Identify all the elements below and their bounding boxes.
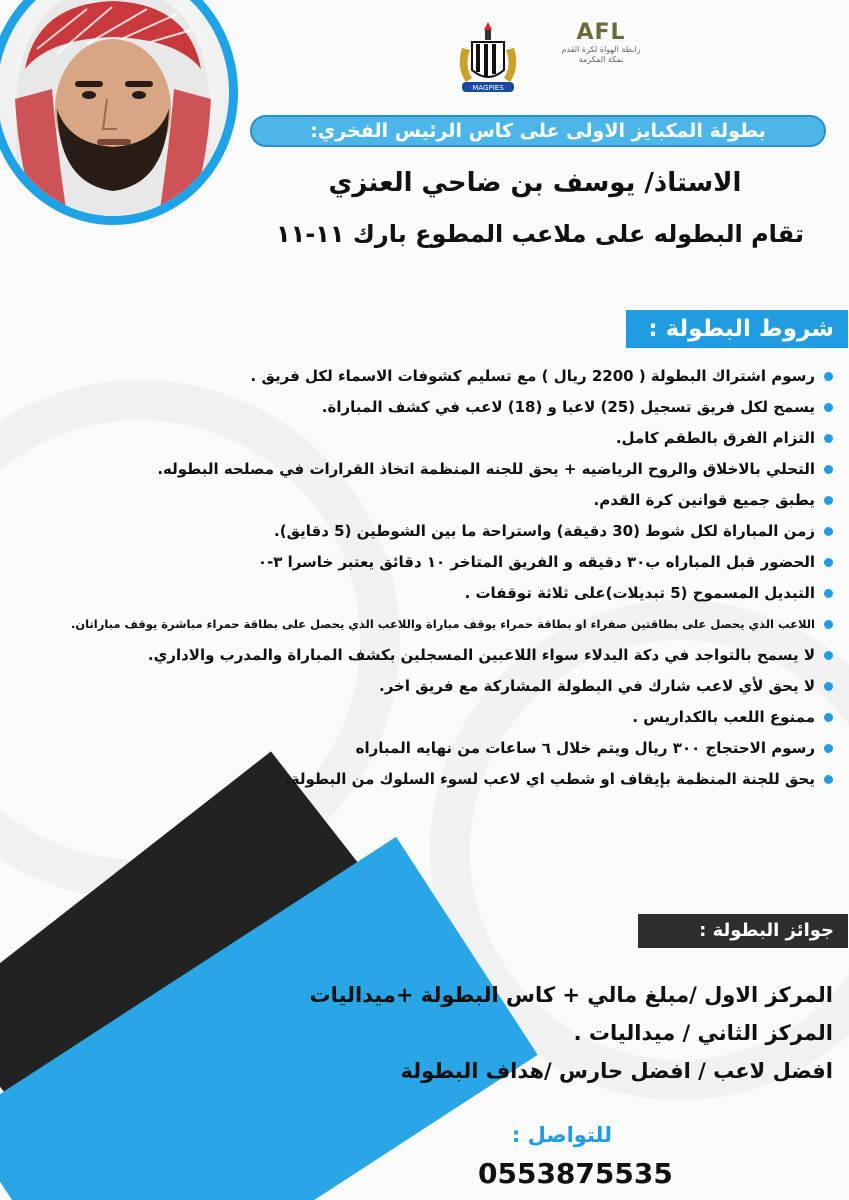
terms-list [17,366,837,800]
bullet-icon [824,434,833,443]
bullet-icon [824,496,833,505]
contact-label: للتواصل : [511,1123,612,1147]
list-item: اللاعب الذي يحصل على بطاقتين صفراء او بطاقة حمراء يوقف مباراة واللاعب الذي يحصل على بطاقة حمراء مباشرة يوقف مباراتان. [17,614,837,634]
list-item: يطبق جميع قوانين كرة القدم. [17,490,837,510]
bullet-icon [824,589,833,598]
portrait-photo [0,0,229,216]
bullet-icon [824,775,833,784]
list-item: لا يسمح بالتواجد في دكة البدلاء سواء اللاعبين المسجلين بكشف المباراة والمدرب والاداري. [17,645,837,665]
list-item: رسوم اشتراك البطولة ( 2200 ريال ) مع تسليم كشوفات الاسماء لكل فريق . [17,366,837,386]
list-item: التحلي بالاخلاق والروح الرياضيه + يحق للجنه المنظمة اتخاذ القرارات في مصلحه البطوله. [17,459,837,479]
tournament-title: بطولة المكبايز الاولى على كاس الرئيس الفخري: [250,115,826,147]
newcastle-logo [452,18,524,100]
bullet-icon [824,527,833,536]
list-item: التزام الفرق بالطقم كامل. [17,428,837,448]
bullet-icon [824,403,833,412]
honorary-president-name: الاستاذ/ يوسف بن ضاحي العنزي [328,168,742,198]
bullet-icon [824,744,833,753]
list-item: يحق للجنة المنظمة بإيقاف او شطب اي لاعب لسوء السلوك من البطولة. [17,769,837,789]
list-item: لا يحق لأي لاعب شارك في البطولة المشاركة مع فريق اخر. [17,676,837,696]
terms-heading: شروط البطولة : [626,310,848,348]
bullet-icon [824,558,833,567]
list-item: رسوم الاحتجاج ٣٠٠ ريال ويتم خلال ٦ ساعات من نهايه المباراه [17,738,837,758]
bullet-icon [824,651,833,660]
bullet-icon [824,372,833,381]
list-item: زمن المباراة لكل شوط (30 دقيقة) واستراحة ما بين الشوطين (5 دقايق). [17,521,837,541]
magpies-text: MAGPIES [472,84,504,92]
prize-second: المركز الثاني / ميداليات . [573,1021,833,1045]
list-item: ممنوع اللعب بالكداريس . [17,707,837,727]
portrait-frame [0,0,238,225]
bullet-icon [824,682,833,691]
contact-phone[interactable]: 0553875535 [478,1157,673,1190]
list-item: الحضور قبل المباراه ب٣٠ دقيقه و الفريق المتاخر ١٠ دقائق يعتبر خاسرا ٣-٠ [17,552,837,572]
list-item: يسمح لكل فريق تسجيل (25) لاعبا و (18) لاعب في كشف المباراة. [17,397,837,417]
magpies-crest-icon [452,18,524,100]
prize-individual: افضل لاعب / افضل حارس /هداف البطولة [400,1059,833,1083]
bullet-icon [824,465,833,474]
prizes-heading: جوائز البطولة : [638,914,848,948]
afl-subtitle: رابطة الهواة لكرة القدم بمكة المكرمة [561,45,641,64]
person-icon [0,0,229,216]
list-item: التبديل المسموح (5 تبديلات)على ثلاثة توقفات . [17,583,837,603]
prizes-list [233,978,833,1092]
bullet-icon [824,713,833,722]
prize-first: المركز الاول /مبلغ مالي + كاس البطولة +ميداليات [309,983,833,1007]
venue-line: تقام البطوله على ملاعب المطوع بارك ١١-١١ [276,220,804,248]
afl-mark: AFL [576,20,626,45]
afl-logo [556,20,646,100]
bullet-icon [824,620,833,629]
